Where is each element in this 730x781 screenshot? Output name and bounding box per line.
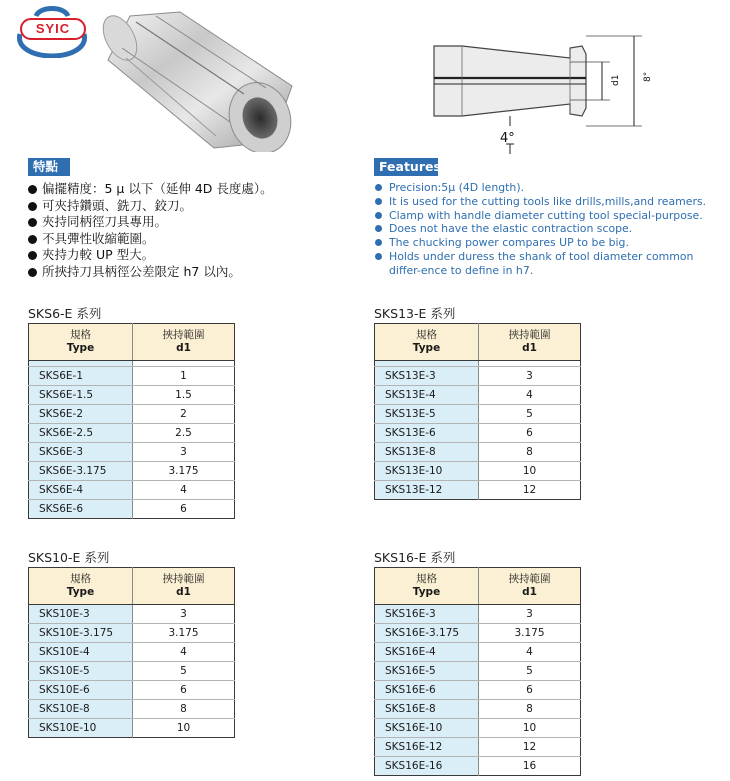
range-column-header: 挾持範圍 d1 xyxy=(479,568,581,605)
table-row: SKS10E-6 6 xyxy=(29,681,235,700)
table-row: SKS13E-5 5 xyxy=(375,405,581,424)
table-row: SKS16E-3.175 3.175 xyxy=(375,624,581,643)
sks10-spec-table xyxy=(28,567,235,738)
table-row: SKS10E-3 3 xyxy=(29,605,235,624)
feature-zh-item: 不具彈性收縮範圍。 xyxy=(28,231,358,248)
feature-en-item: Clamp with handle diameter cutting tool special-purpose. xyxy=(374,209,726,223)
table-row: SKS10E-4 4 xyxy=(29,643,235,662)
feature-zh-item: 可夾持鑽頭、銑刀、鉸刀。 xyxy=(28,198,358,215)
table-row: SKS16E-6 6 xyxy=(375,681,581,700)
table-header-row xyxy=(375,568,581,605)
product-photo xyxy=(96,2,306,152)
range-column-header: 挾持範圍 d1 xyxy=(133,324,235,361)
table-header-row xyxy=(29,324,235,361)
table-row: SKS6E-2.5 2.5 xyxy=(29,424,235,443)
table-row: SKS16E-8 8 xyxy=(375,700,581,719)
feature-zh-item: 夾持力較 UP 型大。 xyxy=(28,247,358,264)
table-row: SKS6E-4 4 xyxy=(29,481,235,500)
angle-label: 4° xyxy=(500,131,515,146)
table-row: SKS10E-8 8 xyxy=(29,700,235,719)
type-column-header: 規格 Type xyxy=(375,324,479,361)
table-row: SKS16E-10 10 xyxy=(375,719,581,738)
feature-en-item: Precision:5μ (4D length). xyxy=(374,181,726,195)
range-column-header: 挾持範圍 d1 xyxy=(133,568,235,605)
type-column-header: 規格 Type xyxy=(375,568,479,605)
table-row: SKS13E-3 3 xyxy=(375,367,581,386)
sks16-table-title: SKS16-E 系列 xyxy=(374,550,456,565)
feature-en-item: Holds under duress the shank of tool diameter common differ-ence to define in h7. xyxy=(374,250,726,278)
range-column-header: 挾持範圍 d1 xyxy=(479,324,581,361)
features-en-list xyxy=(374,181,726,278)
table-row: SKS10E-10 10 xyxy=(29,719,235,738)
table-row: SKS16E-12 12 xyxy=(375,738,581,757)
brand-logo xyxy=(6,4,98,58)
table-header-row xyxy=(29,568,235,605)
table-row: SKS6E-1.5 1.5 xyxy=(29,386,235,405)
sks13-table-title: SKS13-E 系列 xyxy=(374,306,456,321)
table-row: SKS6E-2 2 xyxy=(29,405,235,424)
feature-en-item: The chucking power compares UP to be big. xyxy=(374,236,726,250)
sks16-spec-table xyxy=(374,567,581,776)
sks6-spec-table xyxy=(28,323,235,519)
table-row: SKS16E-4 4 xyxy=(375,643,581,662)
table-row: SKS6E-3.175 3.175 xyxy=(29,462,235,481)
table-row: SKS13E-12 12 xyxy=(375,481,581,500)
d1-label: d1 xyxy=(611,74,621,86)
feature-zh-item: 偏擺精度：5 μ 以下（延伸 4D 長度處）。 xyxy=(28,181,358,198)
outer-diameter-label: 8° xyxy=(643,71,653,82)
sks10-table-title: SKS10-E 系列 xyxy=(28,550,110,565)
table-row: SKS13E-10 10 xyxy=(375,462,581,481)
features-zh-list xyxy=(28,181,358,281)
collet-drawing xyxy=(420,28,660,158)
features-en-title: Features xyxy=(374,158,438,176)
table-row: SKS16E-3 3 xyxy=(375,605,581,624)
sks6-table-title: SKS6-E 系列 xyxy=(28,306,102,321)
features-zh-title: 特點 xyxy=(28,158,70,176)
feature-zh-item: 夾持同柄徑刀具專用。 xyxy=(28,214,358,231)
table-header-row xyxy=(375,324,581,361)
feature-en-item: It is used for the cutting tools like drills,mills,and reamers. xyxy=(374,195,726,209)
type-column-header: 規格 Type xyxy=(29,324,133,361)
table-row: SKS16E-5 5 xyxy=(375,662,581,681)
logo-text: SYIC xyxy=(20,18,86,40)
table-row: SKS10E-5 5 xyxy=(29,662,235,681)
table-row: SKS6E-6 6 xyxy=(29,500,235,519)
table-row: SKS16E-16 16 xyxy=(375,757,581,776)
table-row: SKS6E-3 3 xyxy=(29,443,235,462)
table-row: SKS13E-4 4 xyxy=(375,386,581,405)
type-column-header: 規格 Type xyxy=(29,568,133,605)
table-row: SKS10E-3.175 3.175 xyxy=(29,624,235,643)
feature-en-item: Does not have the elastic contraction scope. xyxy=(374,222,726,236)
feature-zh-item: 所挾持刀具柄徑公差限定 h7 以內。 xyxy=(28,264,358,281)
table-row: SKS13E-8 8 xyxy=(375,443,581,462)
table-row: SKS6E-1 1 xyxy=(29,367,235,386)
sks13-spec-table xyxy=(374,323,581,500)
table-row: SKS13E-6 6 xyxy=(375,424,581,443)
